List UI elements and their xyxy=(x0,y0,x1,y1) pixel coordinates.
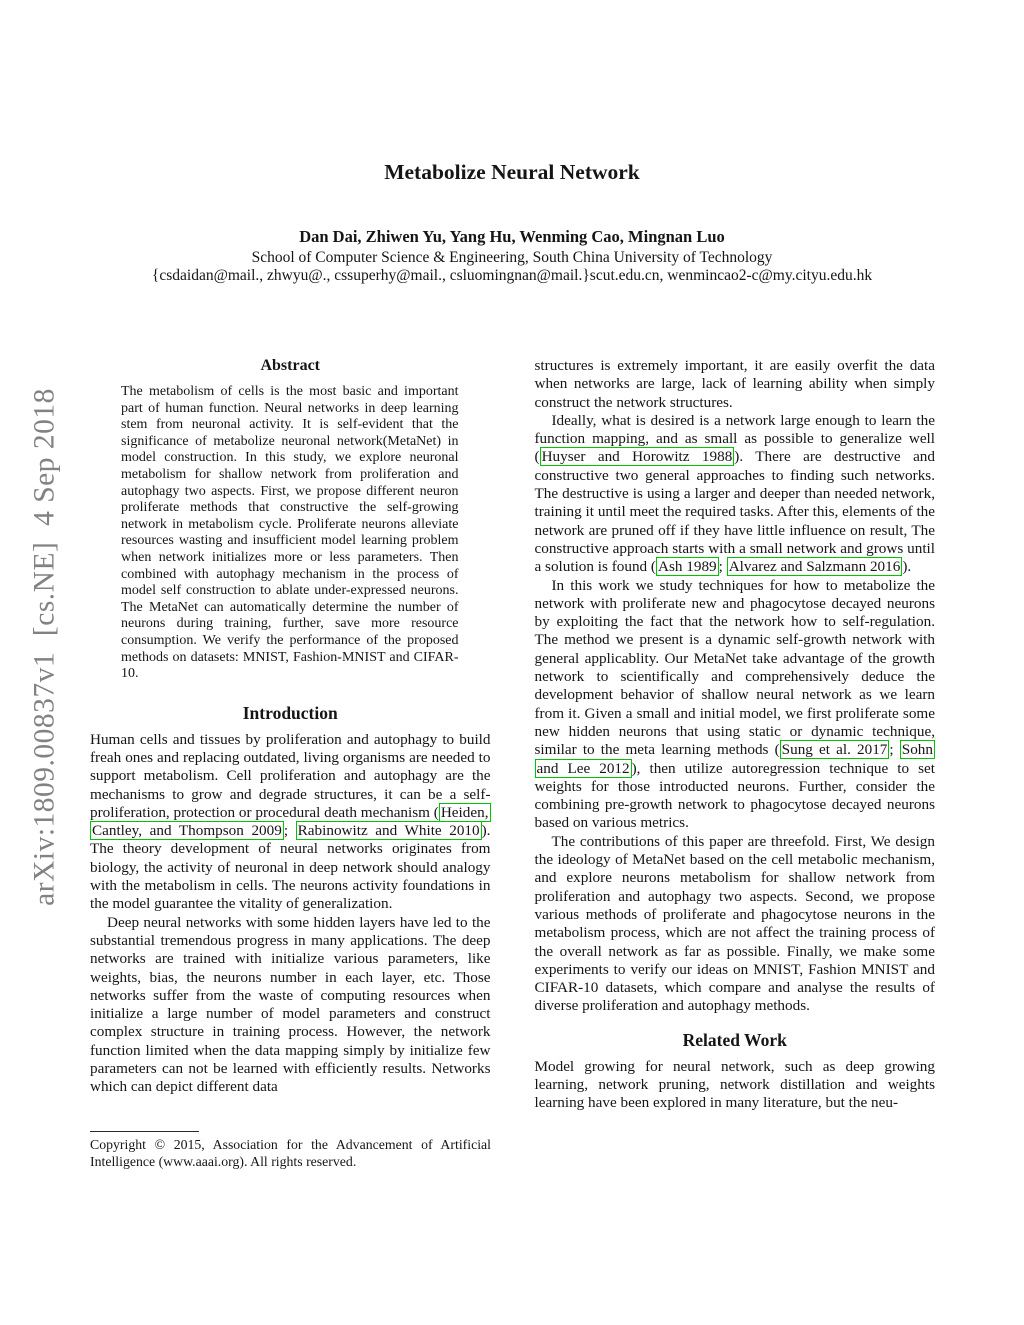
paragraph xyxy=(90,731,491,914)
text-run: ). xyxy=(902,558,912,576)
text-run: structures is extremely important, it are easily overfit the data when networks are large, lack of learning ability when simply construct the network structures. xyxy=(534,357,935,411)
text-run: ). There are destructive and constructive two general approaches to finding such networks. The destructive is using a larger and deeper than needed network, training it until meet the required tasks. After this, elements of the network are pruned off if they have little influence on result, The constructive approach starts with a small network and grows until a solution is found ( xyxy=(534,448,935,576)
left-column xyxy=(90,357,491,1097)
text-run: In this work we study techniques for how to metabolize the network with proliferate new and phagocytose decayed neurons by exploiting the fact that the network how to self-regulation. The method we present is a dynamic self-growth network with general applicablity. Our MetaNet take advantage of the growth network to scientifically and comprehensively deduce the development behavior of shallow neural network as we learn from it. Given a small and initial model, we first proliferate some new hidden neurons that using static or dynamic technique, similar to the meta learning methods ( xyxy=(534,576,935,759)
paragraph xyxy=(90,914,491,1097)
text-run: ; xyxy=(283,822,296,840)
text-run: Model growing for neural network, such as deep growing learning, network pruning, network distillation and weights learning have been explored in many literature, but the neu- xyxy=(534,1057,935,1112)
footnote-divider xyxy=(90,1131,199,1132)
text-run: Human cells and tissues by proliferation and autophagy to build freah ones and replacing outdated, living organisms are needed to support metabolism. Cell proliferation and autophagy are the mechanisms to grow and degrade structures, it can be a self-proliferation, protection or procedural death mechanism ( xyxy=(90,730,491,821)
citation-link[interactable]: Sung et al. 2017 xyxy=(781,741,888,759)
text-run: ; xyxy=(889,741,900,759)
citation-link[interactable]: Rabinowitz and White 2010 xyxy=(297,822,480,840)
copyright-footnote xyxy=(90,1131,491,1170)
abstract-text: The metabolism of cells is the most basic and important part of human function. Neural networks in deep learning stem from neuronal activity. It is self-evident that the significance of metabolize neuronal network(MetaNet) in model construction. In this study, we explore neuronal metabolism for shallow network from proliferation and autophagy two aspects. First, we propose different neuron proliferate methods that constructive the self-growing network in metabolism cycle. Proliferate neurons alleviate resources wasting and insufficient model learning problem when network initializes more or less parameters. Then combined with autophagy mechanism in the process of model self construction to ablate under-expressed neurons. The MetaNet can automatically determine the number of neurons during training, further, save more resource consumption. We verify the performance of the proposed methods on datasets: MNIST, Fashion-MNIST and CIFAR-10. xyxy=(121,384,459,682)
related-work-paragraphs xyxy=(535,1058,936,1113)
text-run: Deep neural networks with some hidden layers have led to the substantial tremendous progress in many applications. The deep networks are trained with initialize various parameters, like weights, bias, the neurons number in each layer, etc. Those networks suffer from the waste of computing resources when initialize a large number of model parameters and construct complex structure in training process. However, the network function limited when the data mapping simply by initialize few parameters can not be learned with efficiently results. Networks which can depict different data xyxy=(90,913,491,1096)
footnote-text: Copyright © 2015, Association for the Advancement of Artificial Intelligence (www.aaai.org). All rights reserved. xyxy=(90,1137,491,1169)
introduction-paragraphs xyxy=(90,731,491,1097)
citation-link[interactable]: Alvarez and Salzmann 2016 xyxy=(728,558,901,576)
emails-line: {csdaidan@mail., zhwyu@., cssuperhy@mail., csluomingnan@mail.}scut.edu.cn, wenmincao2-c@my.cityu.edu.hk xyxy=(151,267,873,284)
arxiv-watermark: arXiv:1809.00837v1 [cs.NE] 4 Sep 2018 xyxy=(28,388,61,906)
text-run: Ideally, what is desired is a network large enough to learn the function mapping, and as small as possible to generalize well ( xyxy=(534,411,935,466)
citation-link[interactable]: Sohn and Lee 2012 xyxy=(536,741,933,777)
citation-link[interactable]: Huyser and Horowitz 1988 xyxy=(541,448,733,466)
paragraph xyxy=(535,412,936,577)
citation-link[interactable]: Heiden, Cantley, and Thompson 2009 xyxy=(92,803,489,840)
text-run: ), then utilize autoregression technique to set weights for those introducted neurons. Further, consider the combining pre-growth network to phagocytose decayed neurons based on various metrics. xyxy=(534,759,935,832)
paragraph xyxy=(535,577,936,833)
citation-link[interactable]: Ash 1989 xyxy=(658,558,717,576)
right-column-paragraphs xyxy=(535,357,936,1016)
text-run: ; xyxy=(718,558,727,576)
related-work-heading: Related Work xyxy=(682,1029,787,1050)
paragraph xyxy=(535,833,936,1016)
paragraph xyxy=(535,357,936,412)
paragraph xyxy=(535,1058,936,1113)
authors-line: Dan Dai, Zhiwen Yu, Yang Hu, Wenming Cao, Mingnan Luo xyxy=(299,227,725,246)
text-run: The contributions of this paper are threefold. First, We design the ideology of MetaNet based on the cell metabolic mechanism, and explore neurons metabolism for shallow network from proliferation and autophagy two aspects. Second, we propose various methods of proliferate and phagocytose neurons in the metabolism process, which are not affect the training process of the overall network as far as possible. Finally, we make some experiments to verify our ideas on MNIST, Fashion MNIST and CIFAR-10 datasets, which compare and analyse the results of diverse proliferation and autophagy methods. xyxy=(534,832,935,1015)
paper-title: Metabolize Neural Network xyxy=(384,160,640,184)
introduction-heading: Introduction xyxy=(242,702,338,723)
affiliation-line: School of Computer Science & Engineering, South China University of Technology xyxy=(251,249,773,266)
abstract-heading: Abstract xyxy=(260,357,321,374)
two-column-body xyxy=(90,357,935,1113)
text-run: ). The theory development of neural networks originates from biology, the activity of neuronal in deep network should analogy with the metabolism in cells. The neurons activity foundations in the model guarantee the vitality of generalization. xyxy=(90,822,491,913)
right-column xyxy=(535,357,936,1113)
